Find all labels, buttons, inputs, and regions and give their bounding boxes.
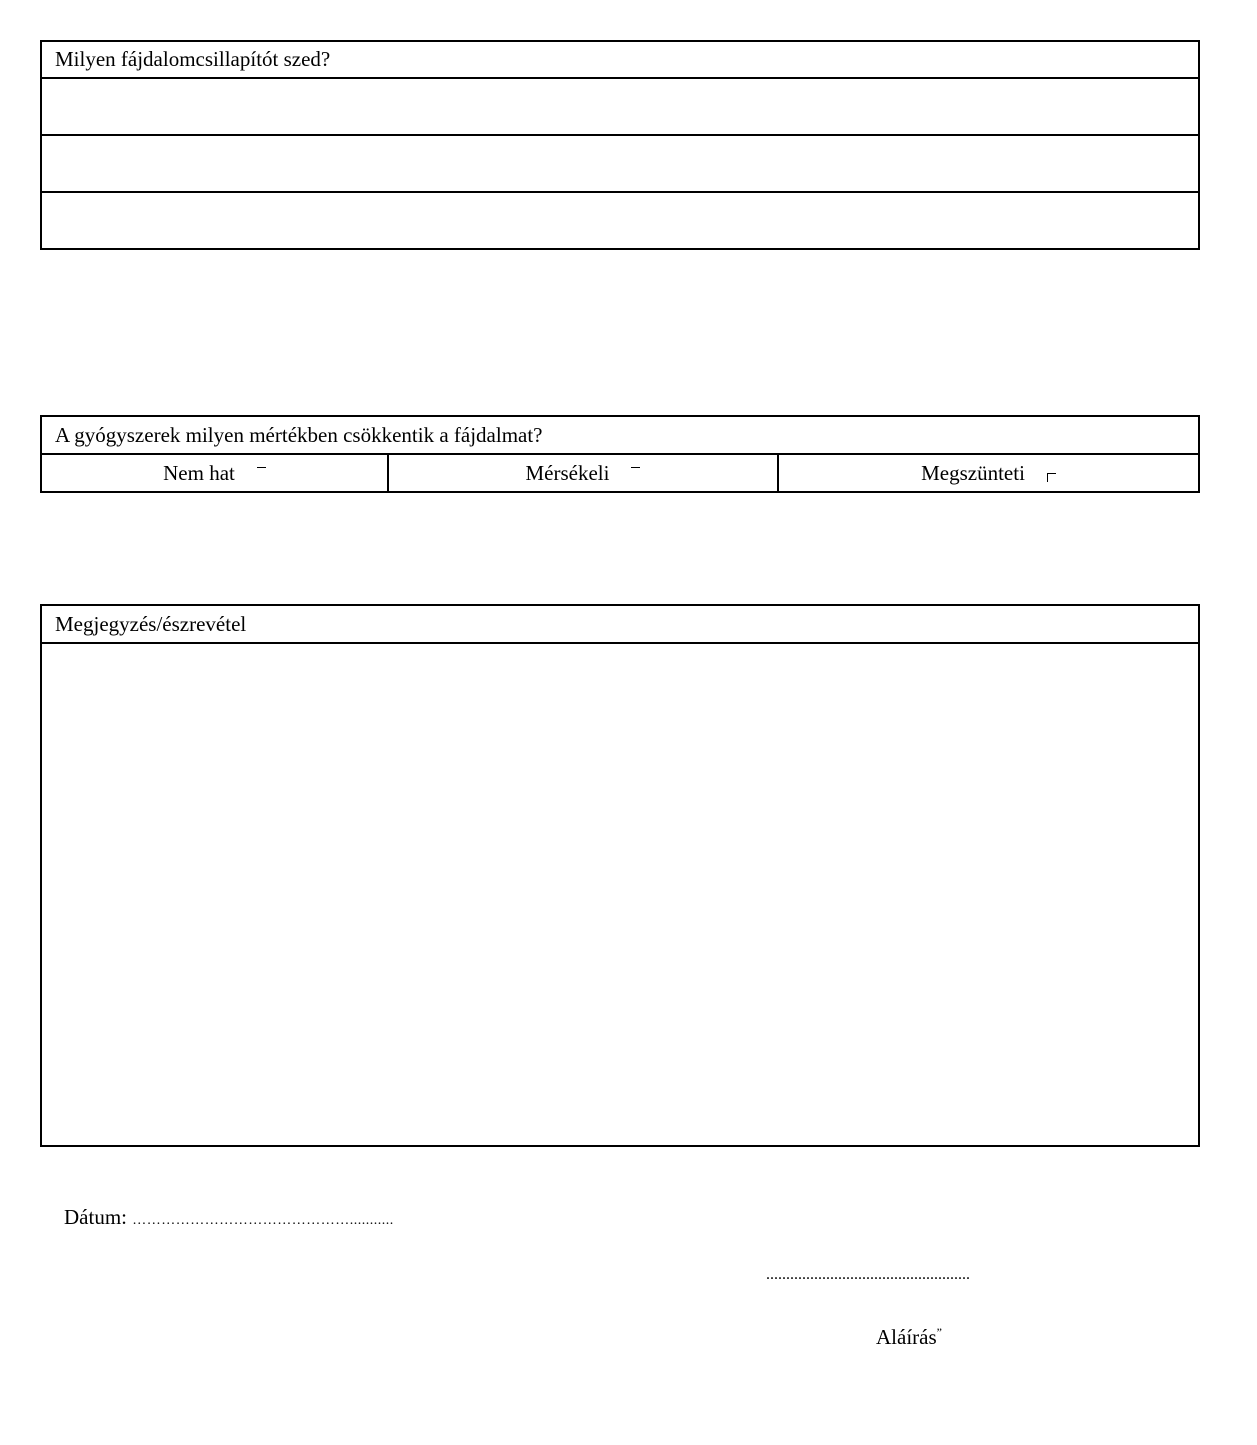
signature-label: [876, 1325, 942, 1350]
effect-options: [42, 453, 1198, 491]
effect-table: [40, 415, 1200, 493]
date-label: Dátum:: [64, 1205, 127, 1229]
option-label: Nem hat: [163, 460, 235, 485]
date-placeholder: ………………………………………...........: [132, 1213, 394, 1228]
option-label: Mérsékeli: [525, 460, 610, 485]
checkbox-icon[interactable]: [1047, 473, 1056, 482]
pain-relief-table: [40, 40, 1200, 250]
date-field[interactable]: [64, 1205, 394, 1230]
signature-footnote-mark: ”: [936, 1325, 942, 1339]
pain-relief-answer-row-3[interactable]: [42, 191, 1198, 248]
checkbox-icon[interactable]: [631, 467, 640, 468]
option-label: Megszünteti: [921, 460, 1025, 485]
notes-area[interactable]: [42, 642, 1198, 1145]
option-nem-hat[interactable]: [42, 455, 387, 491]
signature-label-text: Aláírás: [876, 1325, 937, 1349]
effect-question: A gyógyszerek milyen mértékben csökkentik a fájdalmat?: [55, 423, 543, 447]
option-merseleki[interactable]: [387, 455, 777, 491]
notes-table: [40, 604, 1200, 1147]
checkbox-icon[interactable]: [257, 467, 266, 468]
signature-line[interactable]: ...................................................: [766, 1266, 970, 1283]
pain-relief-question: Milyen fájdalomcsillapítót szed?: [55, 47, 331, 71]
pain-relief-answer-row-2[interactable]: [42, 134, 1198, 191]
option-megszunteti[interactable]: [777, 455, 1198, 491]
notes-label: Megjegyzés/észrevétel: [55, 612, 247, 636]
pain-relief-answer-row-1[interactable]: [42, 77, 1198, 134]
